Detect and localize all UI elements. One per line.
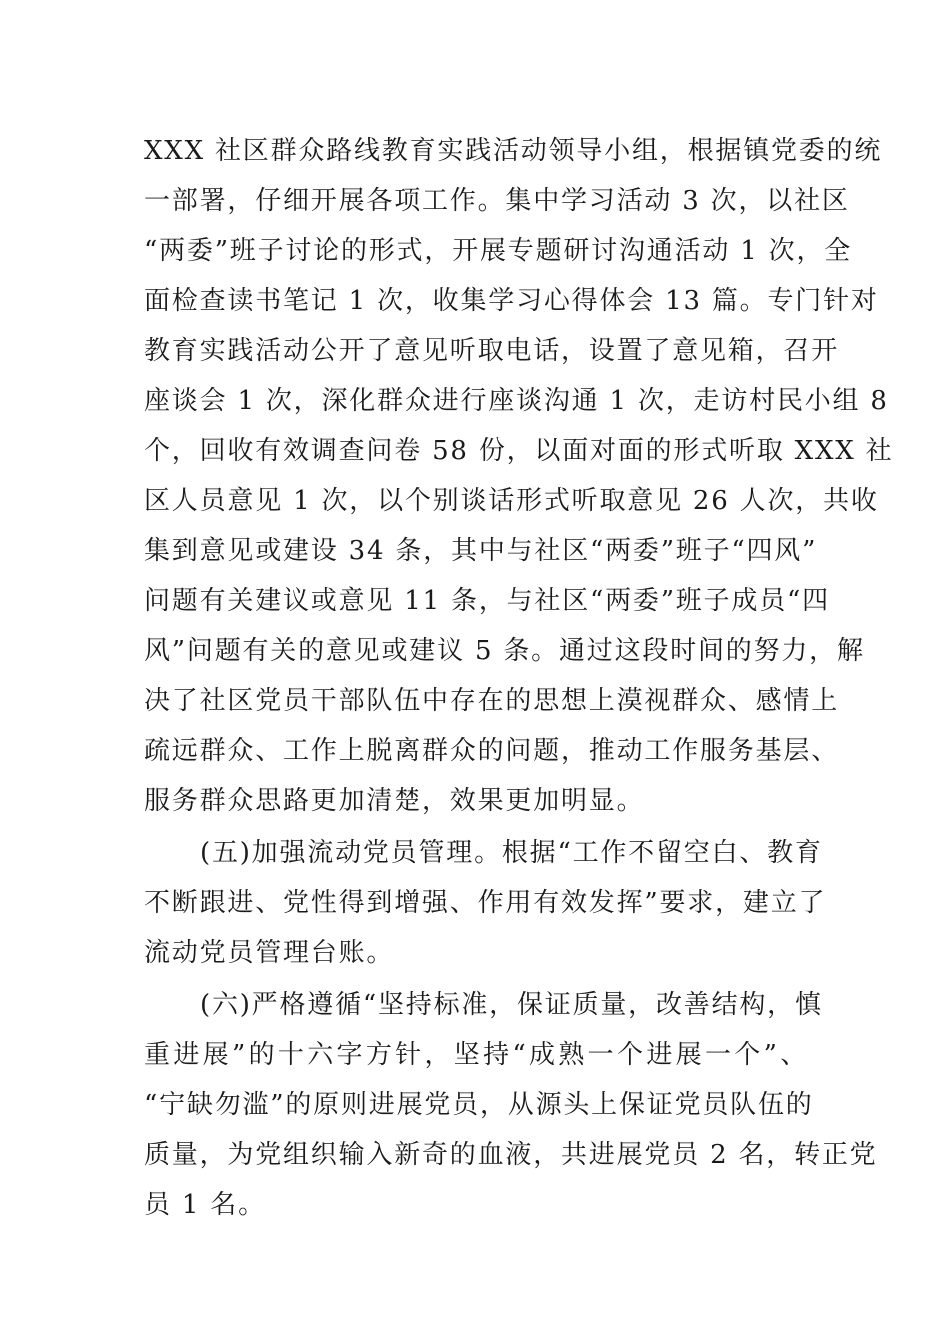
text-line: 问题有关建议或意见 11 条，与社区“两委”班子成员“四 xyxy=(144,586,830,616)
text-line: 风”问题有关的意见或建议 5 条。通过这段时间的努力，解 xyxy=(144,636,865,666)
text-line: XXX 社区群众路线教育实践活动领导小组，根据镇党委的统 xyxy=(144,136,883,166)
text-line: (六)严格遵循“坚持标准，保证质量，改善结构，慎 xyxy=(200,990,823,1020)
text-line: 不断跟进、党性得到增强、作用有效发挥”要求，建立了 xyxy=(144,888,827,918)
paragraph-activity-summary xyxy=(144,126,894,826)
text-line: 座谈会 1 次，深化群众进行座谈沟通 1 次，走访村民小组 8 xyxy=(144,386,889,416)
text-line: “两委”班子讨论的形式，开展专题研讨沟通活动 1 次，全 xyxy=(144,236,853,266)
text-line: 决了社区党员干部队伍中存在的思想上漠视群众、感情上 xyxy=(144,686,840,716)
document-body xyxy=(144,126,894,1230)
paragraph-section-5 xyxy=(144,828,827,978)
text-line: 个，回收有效调查问卷 58 份，以面对面的形式听取 XXX 社 xyxy=(144,436,894,466)
text-line: 流动党员管理台账。 xyxy=(144,938,395,968)
text-line: “宁缺勿滥”的原则进展党员，从源头上保证党员队伍的 xyxy=(144,1090,814,1120)
text-line: 面检查读书笔记 1 次，收集学习心得体会 13 篇。专门针对 xyxy=(144,286,879,316)
text-line: 员 1 名。 xyxy=(144,1190,266,1220)
text-line: 集到意见或建设 34 条，其中与社区“两委”班子“四风” xyxy=(144,536,818,566)
text-line: 一部署，仔细开展各项工作。集中学习活动 3 次，以社区 xyxy=(144,186,850,216)
text-line: 教育实践活动公开了意见听取电话，设置了意见箱，召开 xyxy=(144,336,840,366)
text-line: 重进展”的十六字方针，坚持“成熟一个进展一个”、 xyxy=(144,1040,808,1070)
text-line: 服务群众思路更加清楚，效果更加明显。 xyxy=(144,786,645,816)
text-line: 区人员意见 1 次，以个别谈话形式听取意见 26 人次，共收 xyxy=(144,486,879,516)
text-line: 疏远群众、工作上脱离群众的问题，推动工作服务基层、 xyxy=(144,736,840,766)
text-line: (五)加强流动党员管理。根据“工作不留空白、教育 xyxy=(200,838,823,868)
paragraph-section-6 xyxy=(144,980,878,1230)
text-line: 质量，为党组织输入新奇的血液，共进展党员 2 名，转正党 xyxy=(144,1140,878,1170)
